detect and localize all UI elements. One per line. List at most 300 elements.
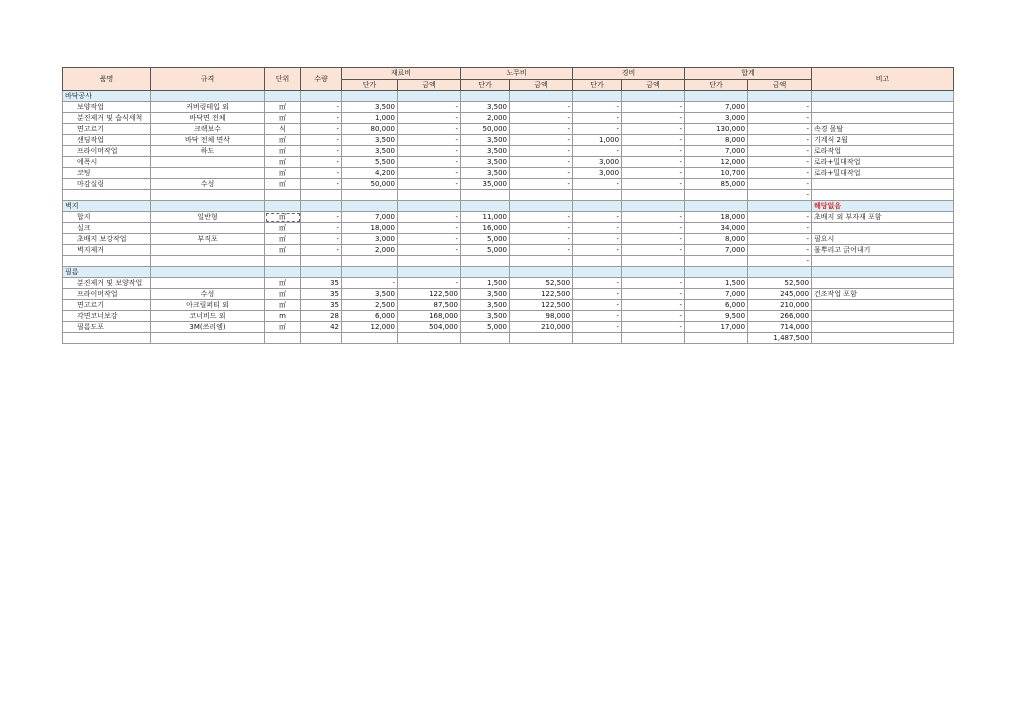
note-cell [812,300,954,311]
material-amount-cell: - [398,157,461,168]
labor-amount-cell: - [510,102,573,113]
material-amount-cell: - [398,124,461,135]
total-unit-price-cell: 130,000 [685,124,748,135]
section-cell [573,91,622,102]
unit-cell [265,256,301,267]
expense-amount-cell: - [622,311,685,322]
section-title: 필름 [63,267,151,278]
labor-amount-cell: - [510,234,573,245]
item-name-cell [63,256,151,267]
labor-unit-price-cell: 2,000 [461,113,510,124]
header-labor: 노무비 [461,68,573,80]
section-cell [151,267,265,278]
section-cell [398,91,461,102]
qty-cell: - [301,102,342,113]
expense-unit-price-cell: - [573,179,622,190]
qty-cell: - [301,124,342,135]
section-cell [748,267,812,278]
expense-unit-price-cell: - [573,311,622,322]
note-cell: 물뿌리고 긁어내기 [812,245,954,256]
note-cell: 기계식 2월 [812,135,954,146]
material-unit-price-cell: 50,000 [342,179,398,190]
header-unit-price: 단가 [342,80,398,91]
total-unit-price-cell [685,333,748,344]
unit-cell: ㎡ [265,179,301,190]
qty-cell: - [301,179,342,190]
table-row [63,234,954,245]
spec-cell: 크랙보수 [151,124,265,135]
expense-amount-cell: - [622,135,685,146]
unit-cell: ㎡ [265,146,301,157]
section-cell [461,91,510,102]
unit-cell [265,190,301,201]
labor-unit-price-cell [461,190,510,201]
table-row [63,124,954,135]
labor-amount-cell: - [510,157,573,168]
spec-cell: 커버링테입 외 [151,102,265,113]
section-cell [685,267,748,278]
expense-unit-price-cell: - [573,212,622,223]
material-amount-cell: 87,500 [398,300,461,311]
section-cell [622,91,685,102]
item-name-cell: 프라이머작업 [63,289,151,300]
labor-unit-price-cell: 3,500 [461,135,510,146]
labor-amount-cell [510,190,573,201]
labor-amount-cell: - [510,223,573,234]
section-cell [812,91,954,102]
material-amount-cell: 504,000 [398,322,461,333]
total-amount-cell: - [748,234,812,245]
total-unit-price-cell: 10,700 [685,168,748,179]
total-unit-price-cell: 8,000 [685,234,748,245]
labor-unit-price-cell: 3,500 [461,157,510,168]
section-row [63,91,954,102]
qty-cell: 42 [301,322,342,333]
labor-unit-price-cell: 3,500 [461,168,510,179]
material-unit-price-cell [342,256,398,267]
spec-cell: 3M(쓰리엠) [151,322,265,333]
item-name-cell: 각면코너보강 [63,311,151,322]
labor-amount-cell: - [510,212,573,223]
item-name-cell: 실크 [63,223,151,234]
total-unit-price-cell: 7,000 [685,102,748,113]
material-unit-price-cell: 2,000 [342,245,398,256]
sheet-body [63,91,954,344]
header-amount: 금액 [748,80,812,91]
labor-amount-cell: - [510,124,573,135]
material-unit-price-cell: 12,000 [342,322,398,333]
labor-unit-price-cell: 11,000 [461,212,510,223]
total-amount-cell: 266,000 [748,311,812,322]
header-amount: 금액 [398,80,461,91]
item-name-cell: 프라이머작업 [63,146,151,157]
spec-cell [151,278,265,289]
table-row [63,113,954,124]
item-name-cell: 벽지제거 [63,245,151,256]
unit-cell: ㎡ [265,212,301,223]
section-cell [510,201,573,212]
expense-unit-price-cell: - [573,124,622,135]
item-name-cell: 보양작업 [63,102,151,113]
table-row [63,333,954,344]
item-name-cell: 면고르기 [63,300,151,311]
material-amount-cell: - [398,223,461,234]
note-cell: 로라+밀대작업 [812,157,954,168]
material-unit-price-cell: 5,500 [342,157,398,168]
expense-amount-cell: - [622,278,685,289]
item-name-cell: 초배지 보강작업 [63,234,151,245]
expense-amount-cell: - [622,146,685,157]
labor-unit-price-cell: 5,000 [461,322,510,333]
expense-unit-price-cell: - [573,102,622,113]
total-amount-cell: - [748,146,812,157]
item-name-cell [63,190,151,201]
material-amount-cell [398,333,461,344]
spec-cell [151,168,265,179]
material-amount-cell: - [398,234,461,245]
unit-cell: 식 [265,124,301,135]
labor-unit-price-cell: 3,500 [461,102,510,113]
labor-amount-cell [510,256,573,267]
material-amount-cell [398,256,461,267]
labor-amount-cell: 122,500 [510,300,573,311]
total-amount-cell: - [748,124,812,135]
material-unit-price-cell: 80,000 [342,124,398,135]
material-unit-price-cell: 3,500 [342,146,398,157]
header-unit-price: 단가 [685,80,748,91]
table-row [63,146,954,157]
spec-cell: 바닥 전체 면삭 [151,135,265,146]
header-amount: 금액 [510,80,573,91]
header-note: 비고 [812,68,954,91]
material-unit-price-cell: 7,000 [342,212,398,223]
note-cell: 초배지 외 부자재 포함 [812,212,954,223]
spec-cell: 하도 [151,146,265,157]
material-amount-cell: 168,000 [398,311,461,322]
expense-amount-cell [622,256,685,267]
qty-cell [301,333,342,344]
section-cell [685,201,748,212]
expense-amount-cell: - [622,113,685,124]
qty-cell: - [301,157,342,168]
section-cell [461,267,510,278]
expense-unit-price-cell: - [573,300,622,311]
total-unit-price-cell: 7,000 [685,289,748,300]
table-row [63,135,954,146]
labor-unit-price-cell [461,256,510,267]
unit-cell: ㎡ [265,102,301,113]
total-amount-cell: 52,500 [748,278,812,289]
labor-unit-price-cell: 5,000 [461,234,510,245]
table-row [63,212,954,223]
unit-cell: ㎡ [265,300,301,311]
expense-unit-price-cell: 1,000 [573,135,622,146]
qty-cell: - [301,212,342,223]
material-amount-cell: - [398,168,461,179]
table-row [63,245,954,256]
section-cell [265,201,301,212]
item-name-cell: 합지 [63,212,151,223]
total-unit-price-cell: 6,000 [685,300,748,311]
material-unit-price-cell: 2,500 [342,300,398,311]
item-name-cell [63,333,151,344]
material-amount-cell: - [398,146,461,157]
expense-amount-cell [622,333,685,344]
total-unit-price-cell: 1,500 [685,278,748,289]
labor-unit-price-cell: 3,500 [461,289,510,300]
material-amount-cell: - [398,245,461,256]
material-amount-cell: - [398,278,461,289]
note-cell [812,333,954,344]
section-cell [265,91,301,102]
total-amount-cell: 245,000 [748,289,812,300]
table-row [63,278,954,289]
qty-cell: - [301,168,342,179]
total-unit-price-cell: 34,000 [685,223,748,234]
unit-cell: ㎡ [265,322,301,333]
material-unit-price-cell: 4,200 [342,168,398,179]
qty-cell [301,190,342,201]
labor-unit-price-cell: 1,500 [461,278,510,289]
table-row [63,102,954,113]
expense-amount-cell: - [622,212,685,223]
labor-amount-cell: - [510,179,573,190]
section-cell [510,91,573,102]
item-name-cell: 필름도포 [63,322,151,333]
section-cell [573,267,622,278]
labor-amount-cell [510,333,573,344]
section-cell [622,267,685,278]
expense-amount-cell: - [622,179,685,190]
labor-amount-cell: - [510,168,573,179]
total-unit-price-cell: 8,000 [685,135,748,146]
total-amount-cell: - [748,113,812,124]
table-row [63,300,954,311]
section-note: 해당없음 [812,201,954,212]
spec-cell: 코너비드 외 [151,311,265,322]
total-amount-cell: - [748,157,812,168]
total-unit-price-cell: 17,000 [685,322,748,333]
spec-cell: 수성 [151,179,265,190]
table-row [63,289,954,300]
table-row [63,223,954,234]
item-name-cell: 코팅 [63,168,151,179]
expense-amount-cell: - [622,245,685,256]
item-name-cell: 분진제거 및 습식세척 [63,113,151,124]
material-unit-price-cell: - [342,278,398,289]
material-amount-cell: - [398,135,461,146]
labor-unit-price-cell: 3,500 [461,311,510,322]
unit-cell: ㎡ [265,245,301,256]
labor-amount-cell: - [510,146,573,157]
section-cell [342,201,398,212]
item-name-cell: 분진제거 및 보양작업 [63,278,151,289]
material-unit-price-cell: 3,000 [342,234,398,245]
section-cell [510,267,573,278]
total-unit-price-cell: 18,000 [685,212,748,223]
total-unit-price-cell: 7,000 [685,245,748,256]
note-cell: 로라+밀대작업 [812,168,954,179]
section-cell [265,267,301,278]
expense-unit-price-cell: 3,000 [573,168,622,179]
spec-cell: 부직포 [151,234,265,245]
expense-unit-price-cell: 3,000 [573,157,622,168]
expense-amount-cell: - [622,157,685,168]
section-row [63,201,954,212]
expense-unit-price-cell: - [573,223,622,234]
table-row [63,311,954,322]
material-unit-price-cell: 3,500 [342,289,398,300]
expense-amount-cell: - [622,102,685,113]
labor-unit-price-cell: 50,000 [461,124,510,135]
labor-unit-price-cell: 16,000 [461,223,510,234]
section-cell [461,201,510,212]
table-row [63,322,954,333]
total-amount-cell: - [748,223,812,234]
expense-unit-price-cell: - [573,113,622,124]
qty-cell: - [301,135,342,146]
unit-cell: ㎡ [265,168,301,179]
unit-cell: ㎡ [265,278,301,289]
expense-amount-cell: - [622,234,685,245]
note-cell [812,190,954,201]
expense-amount-cell: - [622,289,685,300]
expense-amount-cell: - [622,124,685,135]
section-cell [301,91,342,102]
expense-amount-cell: - [622,223,685,234]
total-amount-cell: - [748,102,812,113]
note-cell [812,322,954,333]
total-unit-price-cell: 7,000 [685,146,748,157]
qty-cell: - [301,146,342,157]
material-amount-cell: - [398,102,461,113]
material-unit-price-cell: 1,000 [342,113,398,124]
expense-unit-price-cell [573,190,622,201]
spec-cell: 바닥면 전체 [151,113,265,124]
qty-cell: - [301,245,342,256]
expense-amount-cell: - [622,300,685,311]
labor-unit-price-cell [461,333,510,344]
labor-unit-price-cell: 3,500 [461,300,510,311]
section-cell [748,91,812,102]
spec-cell: 일반형 [151,212,265,223]
spec-cell: 아크릴퍼티 외 [151,300,265,311]
note-cell: 로라작업 [812,146,954,157]
expense-unit-price-cell: - [573,146,622,157]
material-unit-price-cell: 6,000 [342,311,398,322]
total-unit-price-cell [685,190,748,201]
note-cell [812,102,954,113]
unit-cell: ㎡ [265,135,301,146]
section-cell [812,267,954,278]
header-material: 재료비 [342,68,461,80]
qty-cell: 28 [301,311,342,322]
item-name-cell: 에폭시 [63,157,151,168]
total-unit-price-cell: 9,500 [685,311,748,322]
table-row [63,190,954,201]
unit-cell: ㎡ [265,113,301,124]
item-name-cell: 마감실링 [63,179,151,190]
total-amount-cell: - [748,168,812,179]
table-row [63,256,954,267]
labor-unit-price-cell: 35,000 [461,179,510,190]
unit-cell: ㎡ [265,289,301,300]
item-name-cell: 면고르기 [63,124,151,135]
material-unit-price-cell [342,190,398,201]
expense-unit-price-cell: - [573,322,622,333]
unit-cell: ㎡ [265,223,301,234]
section-cell [301,267,342,278]
expense-unit-price-cell: - [573,234,622,245]
qty-cell: - [301,234,342,245]
section-cell [622,201,685,212]
spec-cell [151,157,265,168]
item-name-cell: 샌딩작업 [63,135,151,146]
qty-cell: - [301,113,342,124]
section-title: 바닥공사 [63,91,151,102]
total-unit-price-cell: 3,000 [685,113,748,124]
note-cell [812,113,954,124]
material-amount-cell: - [398,179,461,190]
total-amount-cell: - [748,245,812,256]
labor-unit-price-cell: 5,000 [461,245,510,256]
total-unit-price-cell: 85,000 [685,179,748,190]
labor-amount-cell: - [510,245,573,256]
unit-cell: ㎡ [265,157,301,168]
total-amount-cell: - [748,212,812,223]
total-amount-cell: - [748,256,812,267]
qty-cell: 35 [301,300,342,311]
unit-cell: ㎡ [265,234,301,245]
estimate-sheet [62,67,954,344]
section-cell [748,201,812,212]
material-amount-cell [398,190,461,201]
table-row [63,157,954,168]
header-amount: 금액 [622,80,685,91]
section-cell [398,201,461,212]
total-amount-cell: - [748,135,812,146]
section-cell [685,91,748,102]
spec-cell [151,245,265,256]
note-cell: 건조작업 포함 [812,289,954,300]
header-qty: 수량 [301,68,342,91]
section-row [63,267,954,278]
table-row [63,168,954,179]
labor-amount-cell: - [510,135,573,146]
header-item: 품명 [63,68,151,91]
header-unit-price: 단가 [461,80,510,91]
section-cell [301,201,342,212]
material-unit-price-cell: 3,500 [342,102,398,113]
header-total: 합계 [685,68,812,80]
header-unit: 단위 [265,68,301,91]
labor-amount-cell: 122,500 [510,289,573,300]
section-cell [342,91,398,102]
labor-amount-cell: 98,000 [510,311,573,322]
qty-cell [301,256,342,267]
table-row [63,179,954,190]
note-cell [812,179,954,190]
unit-cell [265,333,301,344]
total-amount-cell: 714,000 [748,322,812,333]
material-amount-cell: 122,500 [398,289,461,300]
section-cell [398,267,461,278]
total-amount-cell: - [748,179,812,190]
note-cell: 속경 몰탈 [812,124,954,135]
spec-cell [151,256,265,267]
spec-cell [151,190,265,201]
qty-cell: - [301,223,342,234]
